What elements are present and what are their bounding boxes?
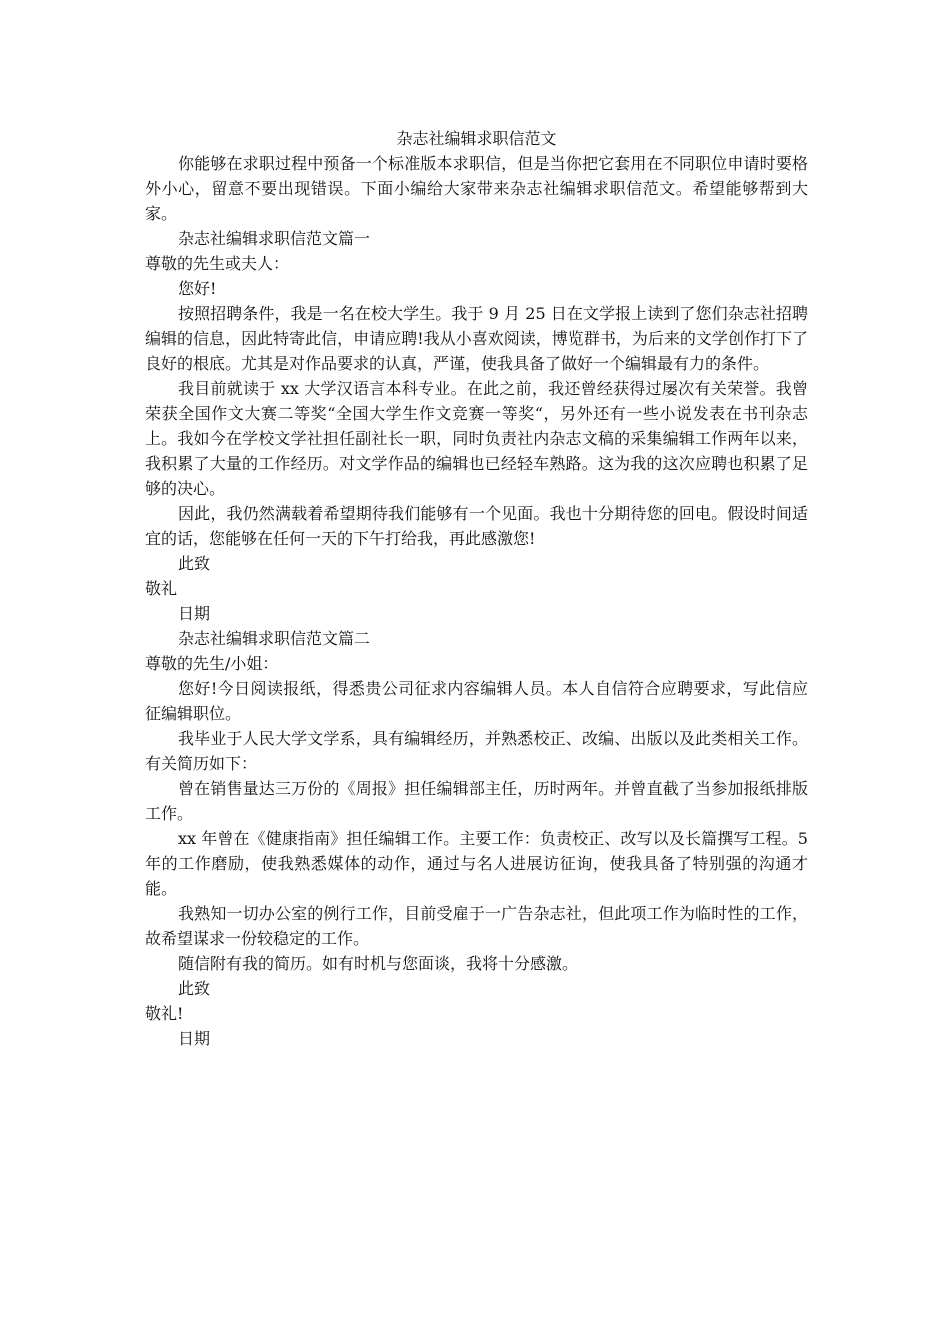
letter2-date: 日期 bbox=[178, 1029, 211, 1048]
letter2-paragraph-5: 我熟知一切办公室的例行工作，目前受雇于一广告杂志社，但此项工作为临时性的工作，故希望谋求一份较稳定的工作。 bbox=[145, 904, 808, 948]
letter1-closing-1: 此致 bbox=[178, 554, 211, 573]
letter1-date: 日期 bbox=[178, 604, 211, 623]
letter2-closing-2: 敬礼! bbox=[145, 1004, 184, 1023]
letter2-salutation: 尊敬的先生/小姐： bbox=[145, 654, 279, 673]
document-body bbox=[145, 126, 808, 1051]
letter1-paragraph-1: 按照招聘条件，我是一名在校大学生。我于 9 月 25 日在文学报上读到了您们杂志社招聘编辑的信息，因此特寄此信，申请应聘!我从小喜欢阅读，博览群书，为后来的文学创作打下了良好的根底。尤其是对作品要求的认真，严谨，使我具备了做好一个编辑最有力的条件。 bbox=[145, 304, 808, 373]
letter1-heading: 杂志社编辑求职信范文篇一 bbox=[178, 229, 371, 248]
letter2-heading: 杂志社编辑求职信范文篇二 bbox=[178, 629, 371, 648]
letter1-closing-2: 敬礼 bbox=[145, 579, 178, 598]
letter2-paragraph-4: xx 年曾在《健康指南》担任编辑工作。主要工作：负责校正、改写以及长篇撰写工程。5 年的工作磨励，使我熟悉媒体的动作，通过与名人进展访征询，使我具备了特别强的沟通才能。 bbox=[145, 829, 808, 898]
letter2-paragraph-6: 随信附有我的简历。如有时机与您面谈，我将十分感激。 bbox=[178, 954, 579, 973]
letter1-paragraph-2: 我目前就读于 xx 大学汉语言本科专业。在此之前，我还曾经获得过屡次有关荣誉。我曾荣获全国作文大赛二等奖“全国大学生作文竞赛一等奖“，另外还有一些小说发表在书刊杂志上。我如今在学校文学社担任副社长一职，同时负责社内杂志文稿的采集编辑工作两年以来，我积累了大量的工作经历。对文学作品的编辑也已经轻车熟路。这为我的这次应聘也积累了足够的决心。 bbox=[145, 379, 808, 498]
letter2-closing-1: 此致 bbox=[178, 979, 211, 998]
letter2-paragraph-3: 曾在销售量达三万份的《周报》担任编辑部主任，历时两年。并曾直截了当参加报纸排版工作。 bbox=[145, 779, 808, 823]
letter1-greeting: 您好! bbox=[178, 279, 217, 298]
letter2-paragraph-2: 我毕业于人民大学文学系，具有编辑经历，并熟悉校正、改编、出版以及此类相关工作。有关简历如下： bbox=[145, 729, 808, 773]
document-title: 杂志社编辑求职信范文 bbox=[396, 129, 557, 148]
letter2-paragraph-1: 您好!今日阅读报纸，得悉贵公司征求内容编辑人员。本人自信符合应聘要求，写此信应征编辑职位。 bbox=[145, 679, 808, 723]
letter1-salutation: 尊敬的先生或夫人： bbox=[145, 254, 290, 273]
letter1-paragraph-3: 因此，我仍然满载着希望期待我们能够有一个见面。我也十分期待您的回电。假设时间适宜的话，您能够在任何一天的下午打给我，再此感激您! bbox=[145, 504, 808, 548]
intro-paragraph: 你能够在求职过程中预备一个标准版本求职信，但是当你把它套用在不同职位申请时要格外小心，留意不要出现错误。下面小编给大家带来杂志社编辑求职信范文。希望能够帮到大家。 bbox=[145, 154, 808, 223]
